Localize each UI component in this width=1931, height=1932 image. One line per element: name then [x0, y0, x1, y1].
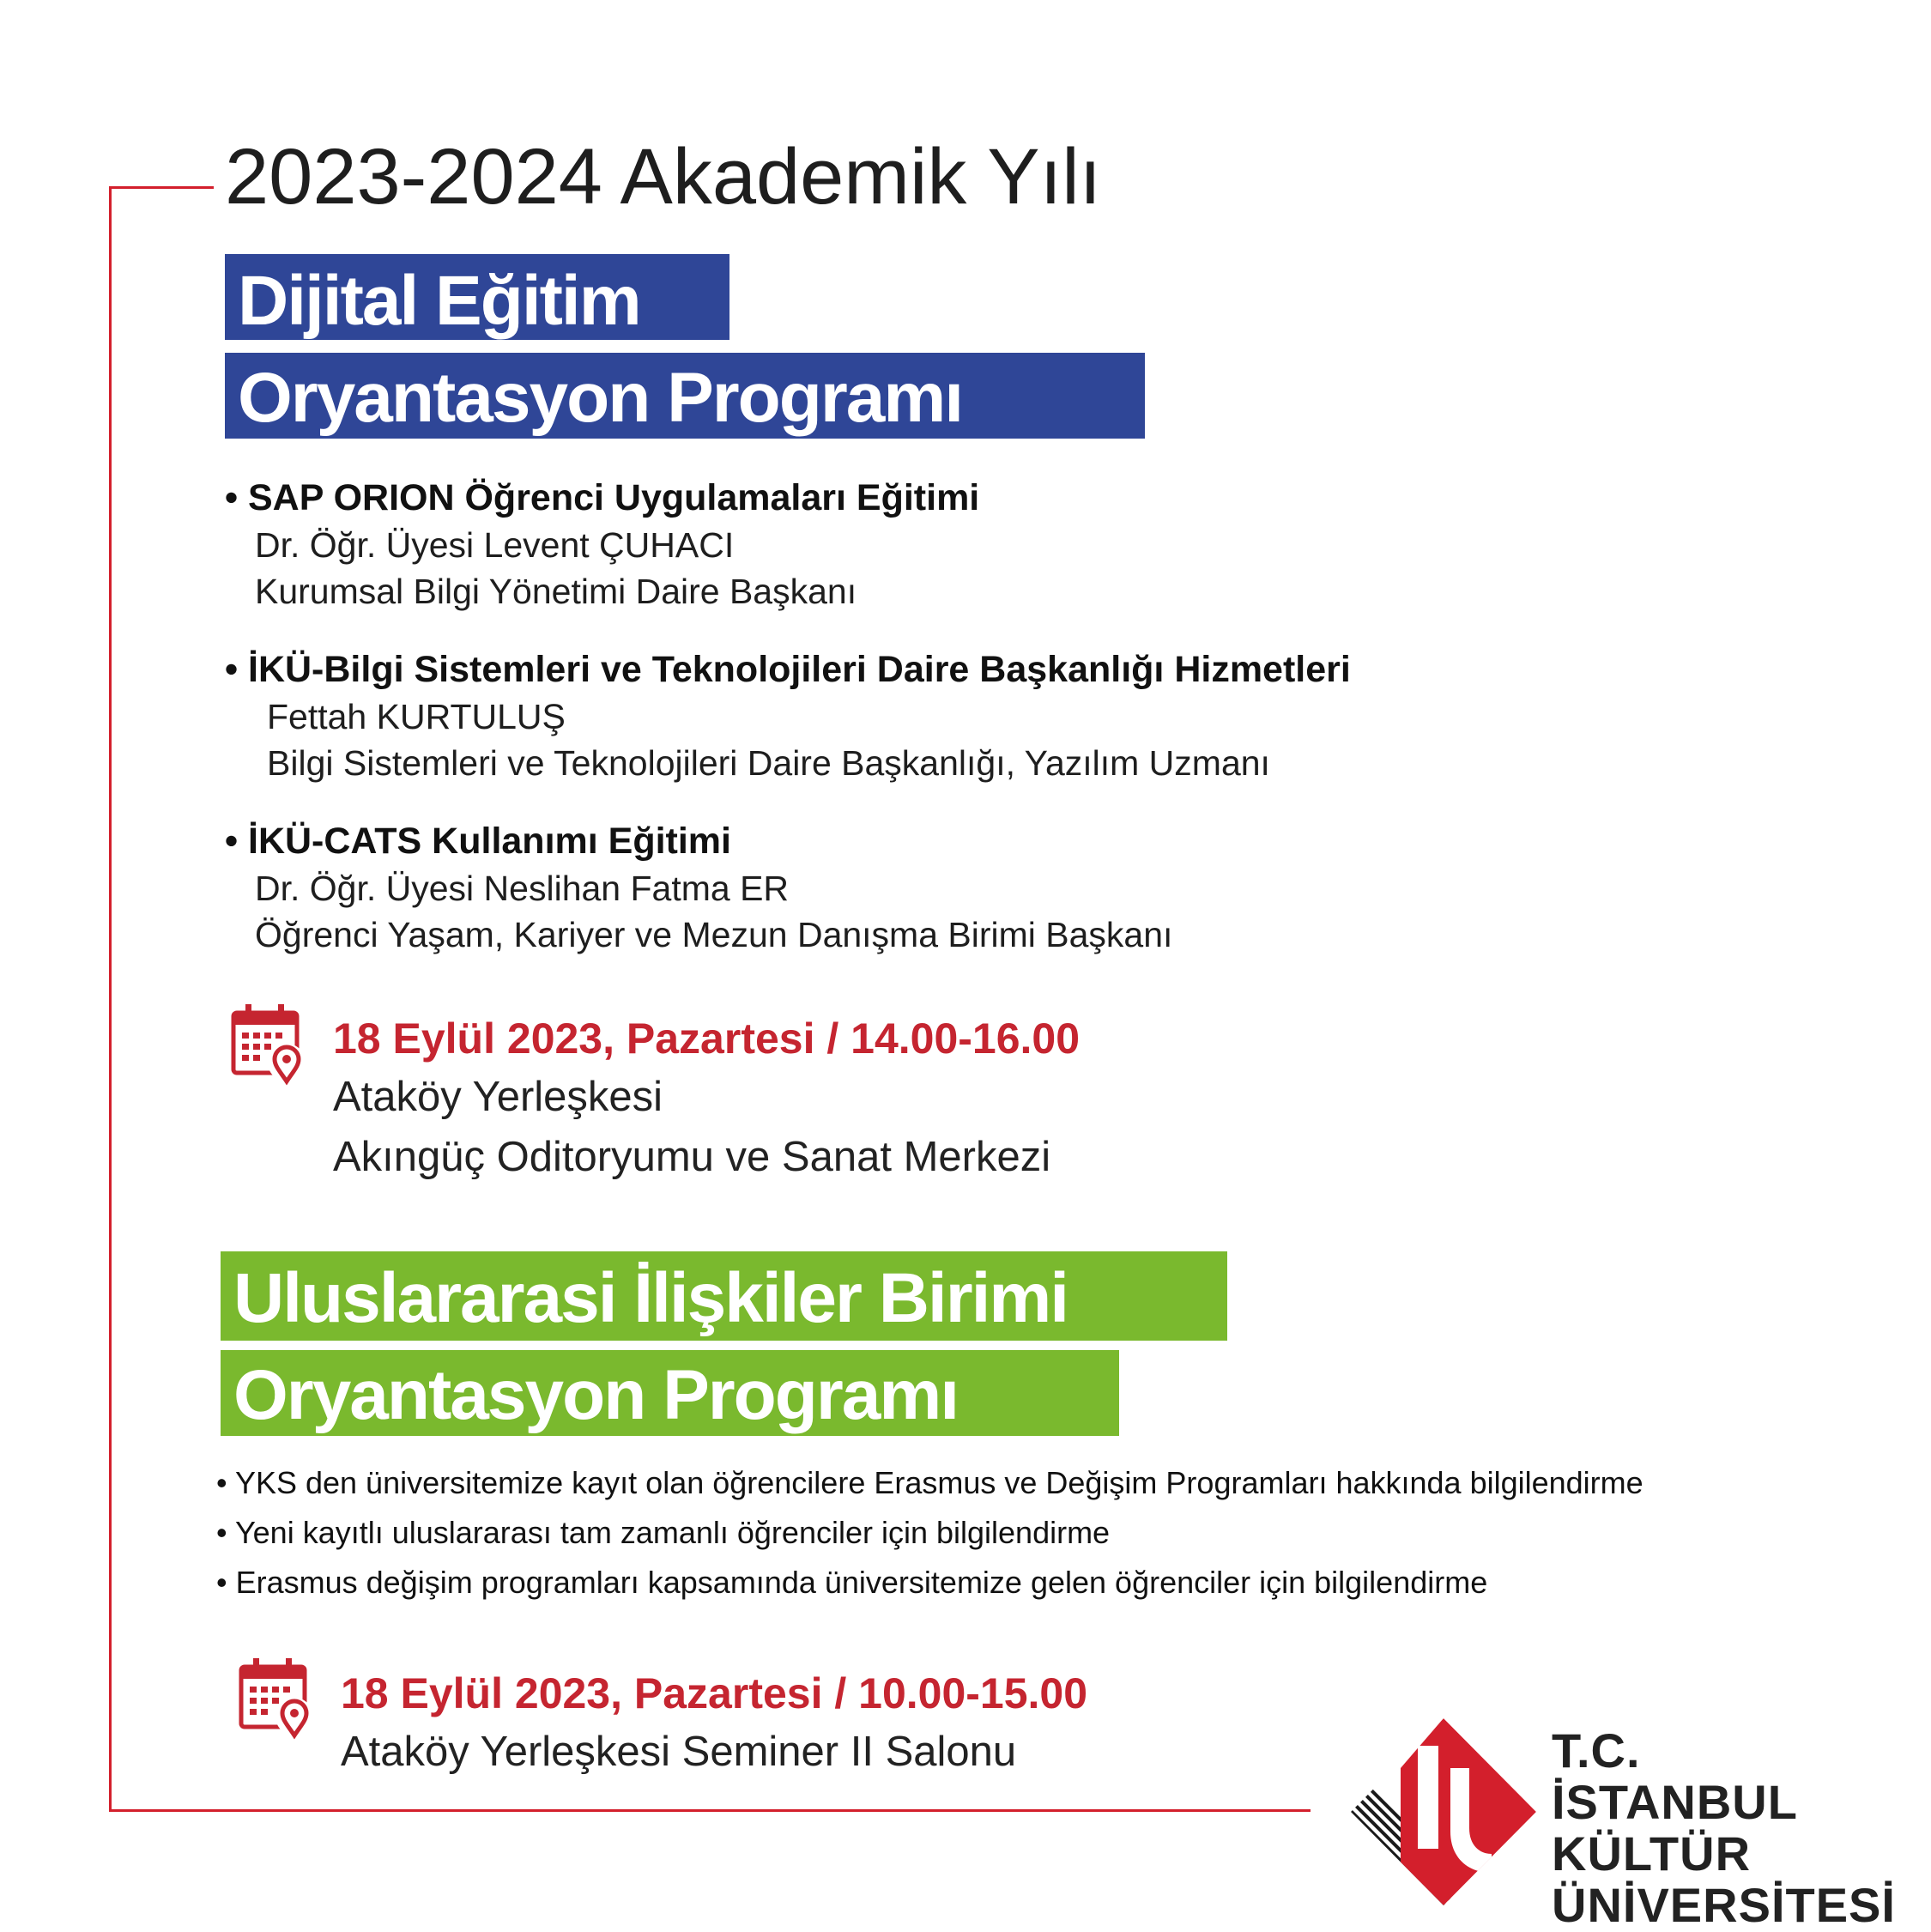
section1-title-line2: Oryantasyon Programı: [238, 359, 963, 437]
session-role: Kurumsal Bilgi Yönetimi Daire Başkanı: [255, 572, 857, 611]
session-item-1: [225, 474, 979, 615]
frame-line-left: [109, 186, 112, 1811]
logo-line-kultur: KÜLTÜR: [1552, 1826, 1752, 1881]
session-role: Öğrenci Yaşam, Kariyer ve Mezun Danışma Birimi Başkanı: [255, 915, 1173, 954]
section2-title-line1: Uluslararasi İlişkiler Birimi: [233, 1259, 1068, 1337]
section1-schedule: [333, 1010, 1080, 1187]
session-speaker: Dr. Öğr. Üyesi Neslihan Fatma ER: [255, 869, 790, 908]
frame-line-bottom: [109, 1809, 1311, 1812]
university-logo-emblem: [1349, 1717, 1538, 1907]
session-role: Bilgi Sistemleri ve Teknolojileri Daire Başkanlığı, Yazılım Uzmanı: [267, 743, 1270, 783]
logo-line-istanbul: İSTANBUL: [1552, 1775, 1798, 1829]
university-logo-text: [1552, 1725, 1896, 1931]
section2-title-line2-box: [221, 1350, 1119, 1436]
section2-location: Ataköy Yerleşkesi Seminer II Salonu: [341, 1729, 1017, 1775]
section2-bullet-3: • Erasmus değişim programları kapsamında üniversitemize gelen öğrenciler için bilgilendirme: [216, 1565, 1488, 1600]
section1-date: 18 Eylül 2023, Pazartesi / 14.00-16.00: [333, 1014, 1081, 1063]
section1-title-line1: Dijital Eğitim: [238, 262, 640, 340]
section2-title-line2: Oryantasyon Programı: [233, 1356, 959, 1434]
session-item-3: [225, 817, 1172, 958]
section2-schedule: [341, 1665, 1087, 1782]
calendar-location-icon: [230, 1002, 309, 1088]
section1-location-line1: Ataköy Yerleşkesi: [333, 1074, 663, 1120]
calendar-location-icon: [238, 1656, 317, 1742]
session-speaker: Dr. Öğr. Üyesi Levent ÇUHACI: [255, 525, 735, 565]
section2-title-line1-box: [221, 1251, 1227, 1341]
section2-date: 18 Eylül 2023, Pazartesi / 10.00-15.00: [341, 1669, 1088, 1717]
session-title: • İKÜ-CATS Kullanımı Eğitimi: [225, 821, 731, 862]
session-item-2: [225, 645, 1351, 786]
logo-line-universitesi: ÜNİVERSİTESİ: [1552, 1878, 1896, 1932]
year-title: 2023-2024 Akademik Yılı: [225, 133, 1102, 221]
section2-bullet-2: • Yeni kayıtlı uluslararası tam zamanlı öğrenciler için bilgilendirme: [216, 1515, 1111, 1550]
section2-bullet-1: • YKS den üniversitemize kayıt olan öğrencilere Erasmus ve Değişim Programları hakkında bilgilendirme: [216, 1465, 1643, 1500]
logo-line-tc: T.C.: [1552, 1723, 1641, 1778]
section1-title-line2-box: [225, 353, 1145, 439]
section1-location-line2: Akıngüç Oditoryumu ve Sanat Merkezi: [333, 1134, 1051, 1180]
section1-title-line1-box: [225, 254, 729, 340]
session-title: • SAP ORION Öğrenci Uygulamaları Eğitimi: [225, 477, 980, 518]
session-title: • İKÜ-Bilgi Sistemleri ve Teknolojileri Daire Başkanlığı Hizmetleri: [225, 649, 1351, 690]
frame-line-top: [109, 186, 214, 189]
session-speaker: Fettah KURTULUŞ: [267, 697, 566, 736]
